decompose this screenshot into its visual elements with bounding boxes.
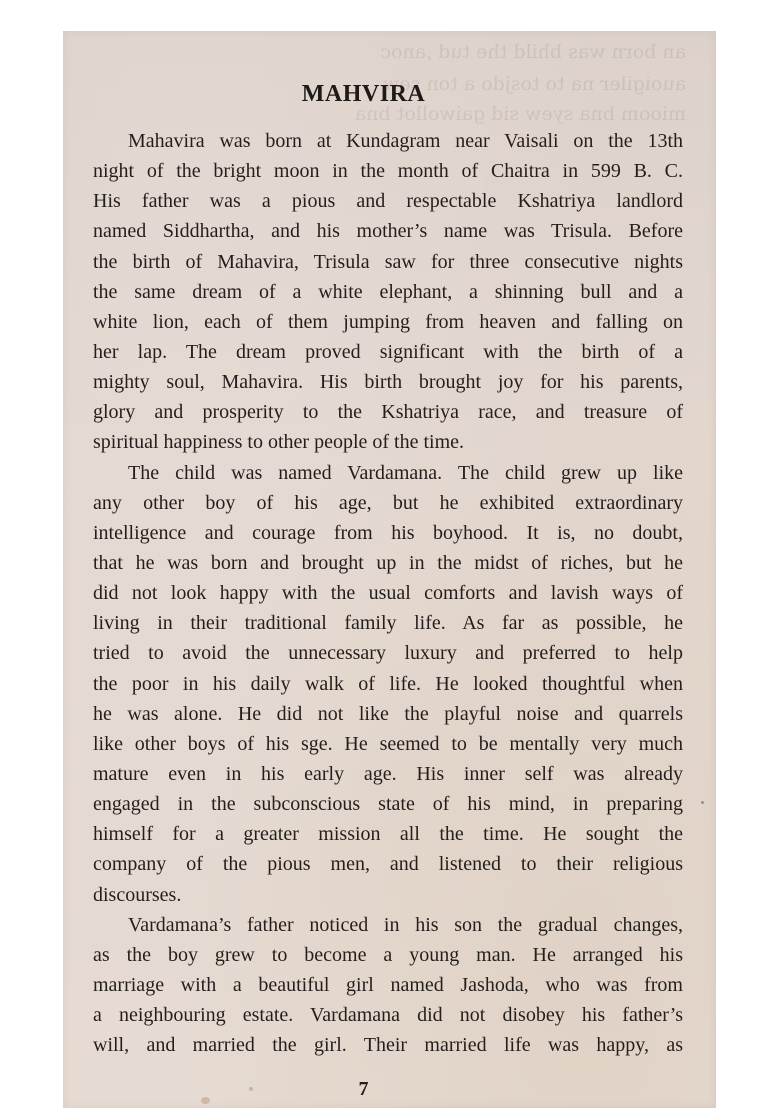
text-line: will, and married the girl. Their married life was happy, as [93,1034,683,1057]
paper-speck [701,801,704,804]
text-line: like other boys of his sge. He seemed to be mentally very much [93,732,683,755]
show-through-text: an born was bhild the tud ,anoc [380,41,686,63]
show-through-text: auoigiler na to tosjdo a ton sew [383,73,686,95]
text-line: a neighbouring estate. Vardamana did not disobey his father’s [93,1004,683,1027]
text-line: glory and prosperity to the Kshatriya race, and treasure of [93,401,683,424]
show-through-text: mioom bna syew sid gaiwollot bna [354,103,686,125]
paper-stain [249,1087,253,1091]
body-text [93,126,683,1060]
text-line: as the boy grew to become a young man. He arranged his [93,943,683,966]
text-line: marriage with a beautiful girl named Jashoda, who was from [93,973,683,996]
text-line: mature even in his early age. His inner self was already [93,762,683,785]
text-line: he was alone. He did not like the playful noise and quarrels [93,702,683,725]
text-line: spiritual happiness to other people of the time. [93,431,465,454]
text-line: engaged in the subconscious state of his mind, in preparing [93,793,683,816]
text-line: white lion, each of them jumping from heaven and falling on [93,310,683,333]
text-line: Mahavira was born at Kundagram near Vaisali on the 13th [128,130,683,152]
chapter-title: MAHVIRA [301,81,426,107]
text-line: the same dream of a white elephant, a shinning bull and a [93,280,683,303]
paper-stain [201,1097,210,1104]
text-line: the birth of Mahavira, Trisula saw for three consecutive nights [93,250,683,273]
text-line: company of the pious men, and listened to their religious [93,853,683,876]
text-line: intelligence and courage from his boyhood. It is, no doubt, [93,521,683,544]
text-line: himself for a greater mission all the time. He sought the [93,823,683,846]
text-line: any other boy of his age, but he exhibited extraordinary [93,491,683,514]
text-line: the poor in his daily walk of life. He looked thoughtful when [93,672,683,695]
text-line: her lap. The dream proved significant with the birth of a [93,340,683,363]
text-line: His father was a pious and respectable Kshatriya landlord [93,190,683,213]
text-line: named Siddhartha, and his mother’s name was Trisula. Before [93,220,683,243]
text-line: that he was born and brought up in the midst of riches, but he [93,551,683,574]
text-line: The child was named Vardamana. The child grew up like [128,461,683,484]
paragraph-1 [93,126,683,458]
text-line: did not look happy with the usual comforts and lavish ways of [93,582,683,605]
page-number: 7 [358,1078,369,1100]
text-line: living in their traditional family life. As far as possible, he [93,612,683,635]
paragraph-2 [93,458,683,910]
paragraph-3 [93,910,683,1061]
text-line: discourses. [93,883,182,906]
text-line: Vardamana’s father noticed in his son the gradual changes, [128,913,683,936]
text-line: mighty soul, Mahavira. His birth brought joy for his parents, [93,371,683,394]
book-page [63,31,716,1108]
text-line: tried to avoid the unnecessary luxury and preferred to help [93,642,683,665]
text-line: night of the bright moon in the month of Chaitra in 599 B. C. [93,160,683,183]
